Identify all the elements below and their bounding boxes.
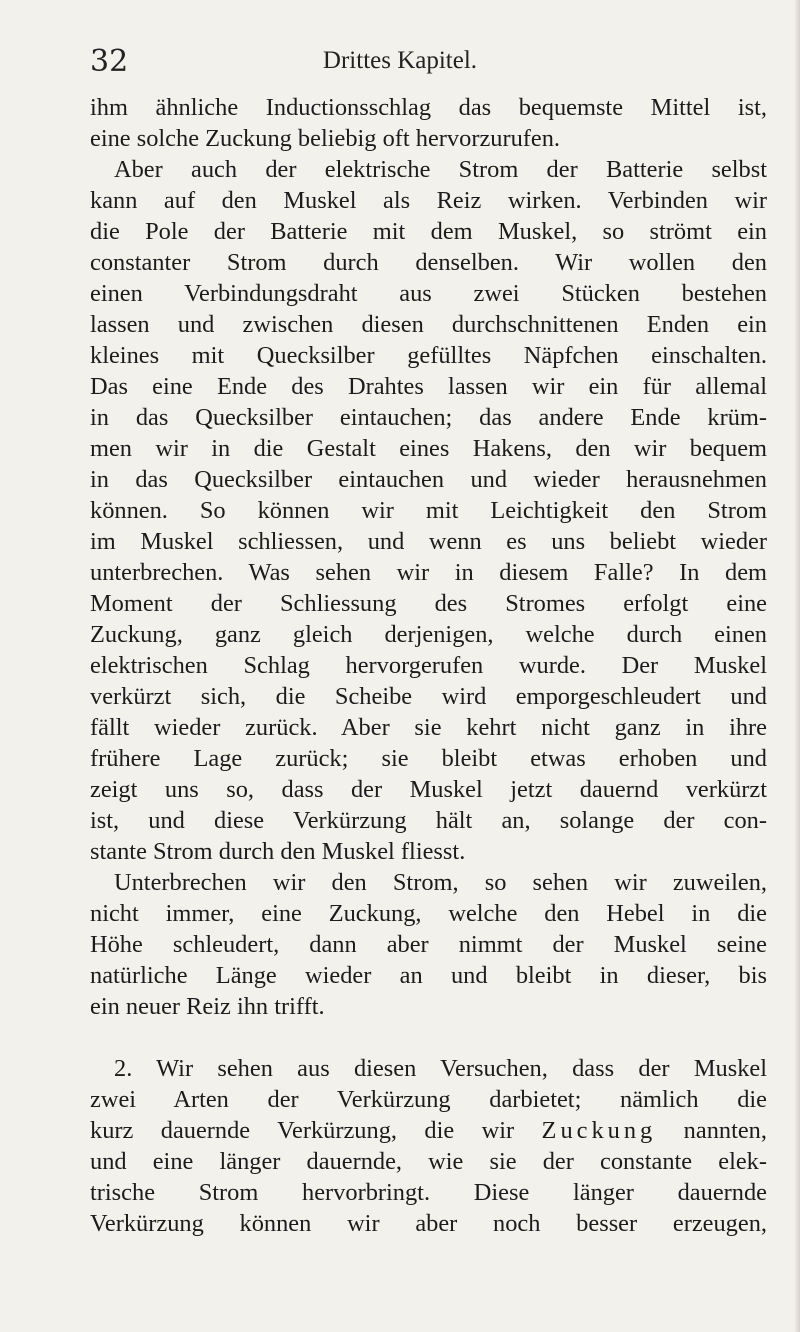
text-line: die Pole der Batterie mit dem Muskel, so strömt ein — [90, 218, 767, 245]
text-line: 2. Wir sehen aus diesen Versuchen, dass der Muskel — [114, 1055, 767, 1082]
text-line: Unterbrechen wir den Strom, so sehen wir zuweilen, — [114, 869, 767, 896]
text-line: unterbrechen. Was sehen wir in diesem Falle? In dem — [90, 559, 767, 586]
text-line: in das Quecksilber eintauchen und wieder herausnehmen — [90, 466, 767, 493]
text-line: zeigt uns so, dass der Muskel jetzt dauernd verkürzt — [90, 776, 767, 803]
page-number: 32 — [90, 44, 129, 79]
running-head: Drittes Kapitel. — [322, 47, 478, 74]
text-fragment: kurz dauernde Verkürzung, die wir — [90, 1117, 515, 1144]
text-line: nicht immer, eine Zuckung, welche den Hebel in die — [90, 900, 767, 927]
text-line: Moment der Schliessung des Stromes erfolgt eine — [90, 590, 767, 617]
text-line: Verkürzung können wir aber noch besser erzeugen, — [90, 1210, 767, 1237]
text-line: einen Verbindungsdraht aus zwei Stücken bestehen — [90, 280, 767, 307]
emphasized-term: Zuckung — [541, 1117, 657, 1144]
text-line: frühere Lage zurück; sie bleibt etwas erhoben und — [90, 745, 767, 772]
text-line: elektrischen Schlag hervorgerufen wurde. Der Muskel — [90, 652, 767, 679]
text-line: men wir in die Gestalt eines Hakens, den wir bequem — [90, 435, 767, 462]
text-line: und eine länger dauernde, wie sie der constante elek- — [90, 1148, 767, 1175]
text-line: kann auf den Muskel als Reiz wirken. Verbinden wir — [90, 187, 767, 214]
text-line: ihm ähnliche Inductionsschlag das bequemste Mittel ist, — [90, 94, 767, 121]
page-body — [90, 92, 767, 1239]
text-line: eine solche Zuckung beliebig oft hervorzurufen. — [90, 125, 561, 152]
text-fragment: nannten, — [683, 1117, 767, 1144]
text-line: Aber auch der elektrische Strom der Batterie selbst — [114, 156, 767, 183]
text-line: fällt wieder zurück. Aber sie kehrt nicht ganz in ihre — [90, 714, 767, 741]
text-line: lassen und zwischen diesen durchschnittenen Enden ein — [90, 311, 767, 338]
text-line: können. So können wir mit Leichtigkeit den Strom — [90, 497, 767, 524]
text-line-mixed — [90, 1115, 767, 1146]
paragraph-gap — [90, 1022, 767, 1053]
text-line: ein neuer Reiz ihn trifft. — [90, 993, 325, 1020]
text-line: trische Strom hervorbringt. Diese länger dauernde — [90, 1179, 767, 1206]
text-line: kleines mit Quecksilber gefülltes Näpfchen einschalten. — [90, 342, 767, 369]
text-line: zwei Arten der Verkürzung darbietet; nämlich die — [90, 1086, 767, 1113]
text-line: ist, und diese Verkürzung hält an, solange der con- — [90, 807, 767, 834]
text-line: natürliche Länge wieder an und bleibt in dieser, bis — [90, 962, 767, 989]
text-line: Zuckung, ganz gleich derjenigen, welche durch einen — [90, 621, 767, 648]
text-line: verkürzt sich, die Scheibe wird emporgeschleudert und — [90, 683, 767, 710]
text-line: stante Strom durch den Muskel fliesst. — [90, 838, 466, 865]
text-line: in das Quecksilber eintauchen; das andere Ende krüm- — [90, 404, 767, 431]
text-line: constanter Strom durch denselben. Wir wollen den — [90, 249, 767, 276]
text-line: Das eine Ende des Drahtes lassen wir ein für allemal — [90, 373, 767, 400]
text-line: im Muskel schliessen, und wenn es uns beliebt wieder — [90, 528, 767, 555]
page-edge-shadow — [794, 0, 800, 1332]
text-line: Höhe schleudert, dann aber nimmt der Muskel seine — [90, 931, 767, 958]
